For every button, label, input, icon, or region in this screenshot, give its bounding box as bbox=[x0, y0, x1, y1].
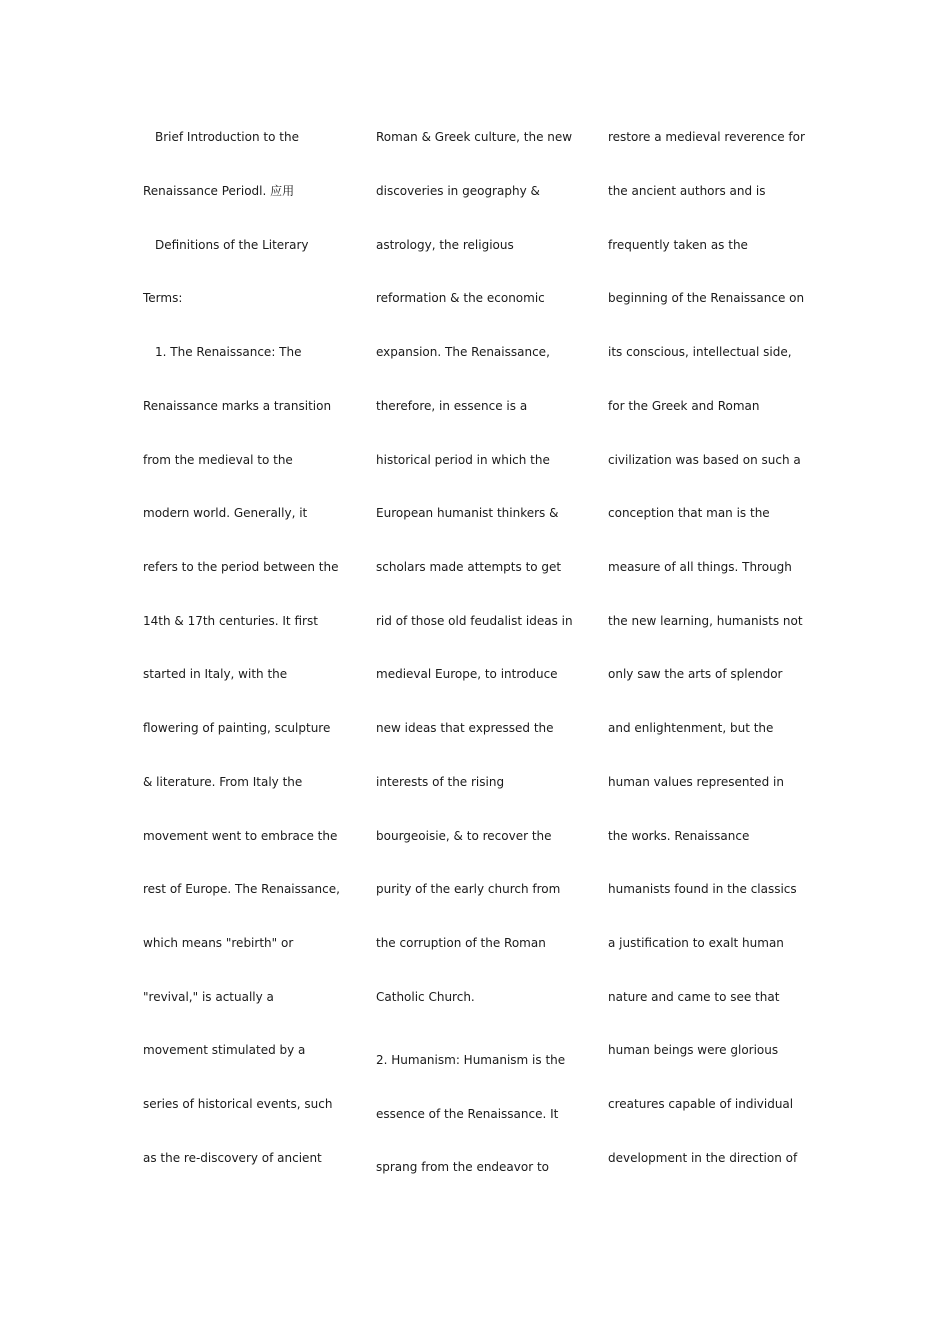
text-line: refers to the period between the bbox=[143, 560, 339, 574]
text-line: its conscious, intellectual side, bbox=[608, 345, 792, 359]
text-line: measure of all things. Through bbox=[608, 560, 792, 574]
text-line: beginning of the Renaissance on bbox=[608, 291, 805, 305]
text-line: purity of the early church from bbox=[376, 882, 561, 896]
text-line: Definitions of the Literary bbox=[155, 238, 309, 252]
text-line: expansion. The Renaissance, bbox=[376, 345, 550, 359]
text-line: "revival," is actually a bbox=[143, 990, 274, 1004]
text-line: historical period in which the bbox=[376, 453, 550, 467]
text-line: restore a medieval reverence for bbox=[608, 130, 805, 144]
text-line: rid of those old feudalist ideas in bbox=[376, 614, 573, 628]
text-line: Roman & Greek culture, the new bbox=[376, 130, 573, 144]
text-line: 1. The Renaissance: The bbox=[155, 345, 302, 359]
text-line: series of historical events, such bbox=[143, 1097, 333, 1111]
text-line: civilization was based on such a bbox=[608, 453, 801, 467]
text-line: movement stimulated by a bbox=[143, 1043, 306, 1057]
text-line: 14th & 17th centuries. It first bbox=[143, 614, 318, 628]
text-line: bourgeoisie, & to recover the bbox=[376, 829, 552, 843]
text-line: human beings were glorious bbox=[608, 1043, 779, 1057]
text-line: as the re-discovery of ancient bbox=[143, 1151, 322, 1165]
text-line: nature and came to see that bbox=[608, 990, 780, 1004]
text-line: modern world. Generally, it bbox=[143, 506, 308, 520]
text-line: discoveries in geography & bbox=[376, 184, 540, 198]
text-line: the ancient authors and is bbox=[608, 184, 766, 198]
text-line: medieval Europe, to introduce bbox=[376, 667, 558, 681]
text-line: reformation & the economic bbox=[376, 291, 545, 305]
text-line: human values represented in bbox=[608, 775, 784, 789]
text-line: humanists found in the classics bbox=[608, 882, 797, 896]
text-line: interests of the rising bbox=[376, 775, 505, 789]
text-line: which means "rebirth" or bbox=[143, 936, 294, 950]
text-line: and enlightenment, but the bbox=[608, 721, 774, 735]
text-line: the works. Renaissance bbox=[608, 829, 750, 843]
text-line: astrology, the religious bbox=[376, 238, 514, 252]
text-line: movement went to embrace the bbox=[143, 829, 338, 843]
text-line: Brief Introduction to the bbox=[155, 130, 299, 144]
text-line: therefore, in essence is a bbox=[376, 399, 528, 413]
text-line: European humanist thinkers & bbox=[376, 506, 559, 520]
text-line: sprang from the endeavor to bbox=[376, 1160, 550, 1174]
text-line: creatures capable of individual bbox=[608, 1097, 794, 1111]
text-line: the new learning, humanists not bbox=[608, 614, 803, 628]
text-line: flowering of painting, sculpture bbox=[143, 721, 331, 735]
text-line: from the medieval to the bbox=[143, 453, 293, 467]
text-line: a justification to exalt human bbox=[608, 936, 784, 950]
text-line: scholars made attempts to get bbox=[376, 560, 562, 574]
text-line: new ideas that expressed the bbox=[376, 721, 554, 735]
text-line: 2. Humanism: Humanism is the bbox=[376, 1053, 566, 1067]
text-line: the corruption of the Roman bbox=[376, 936, 546, 950]
text-line: Catholic Church. bbox=[376, 990, 475, 1004]
text-line: & literature. From Italy the bbox=[143, 775, 303, 789]
text-line: only saw the arts of splendor bbox=[608, 667, 783, 681]
text-line: rest of Europe. The Renaissance, bbox=[143, 882, 340, 896]
text-line: for the Greek and Roman bbox=[608, 399, 760, 413]
text-line: conception that man is the bbox=[608, 506, 770, 520]
text-line: Renaissance Periodl. 应用 bbox=[143, 184, 295, 198]
text-line: development in the direction of bbox=[608, 1151, 798, 1165]
text-line: Terms: bbox=[143, 291, 183, 305]
text-line: essence of the Renaissance. It bbox=[376, 1107, 559, 1121]
text-line: frequently taken as the bbox=[608, 238, 748, 252]
text-line: Renaissance marks a transition bbox=[143, 399, 332, 413]
text-line: started in Italy, with the bbox=[143, 667, 288, 681]
